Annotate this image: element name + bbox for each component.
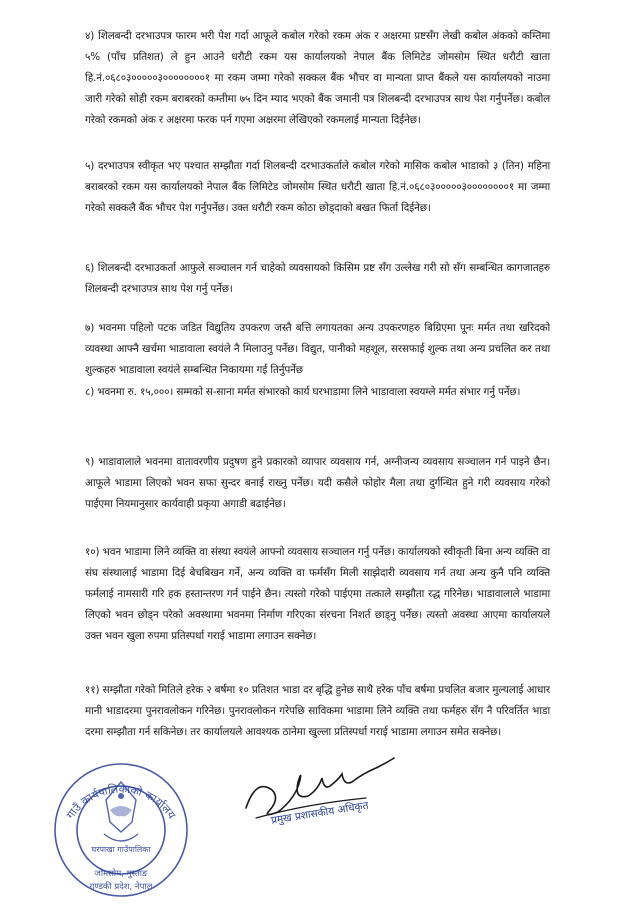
clause-9: ९) भाडावालाले भवनमा वातावरणीय प्रदुषण हुने प्रकारको व्यापार व्यवसाय गर्न, अग्नीजन्य व्यवसाय सञ्चालन गर्न पाइने छैन। आफूले भाडामा लिएको भवन सफा सुन्दर बनाई राख्नु पर्नेछ। यदी कसैले फोहोर मैला तथा दुर्गन्धित हुने गरी व्यवसाय गरेको पाईएमा नियमानुसार कार्यवाही प्रकृया अगाडी बढाईनेछ।	[85, 456, 550, 510]
clause-10: १०) भवन भाडामा लिने व्यक्ति वा संस्था स्वयंले आफ्नो व्यवसाय सञ्चालन गर्नु पर्नेछ। कार्यालयको स्वीकृती बिना अन्य व्यक्ति वा संघ संस्थालाई भाडामा दिई बेचबिखन गर्ने, अन्य व्यक्ति वा फर्मसँग मिली साझेदारी व्यवसाय गर्न तथा अन्य कुनै पनि व्यक्ति फर्मलाई नामसारी गरि हक हस्तान्तरण गर्न पाईने छैन। त्यस्तो गरेको पाईएमा तत्काले सम्झौता रद्ध गरिनेछ। भाडावालाले भाडामा लिएको भवन छोड्न परेको अवस्थामा भवनमा निर्माण गरिएका संरचना निशर्त छाड्नु पर्नेछ। त्यस्तो अवस्था आएमा कार्यालयले उक्त भवन खुला रुपमा प्रतिस्पर्धा गराई भाडामा लगाउन सक्नेछ।	[85, 546, 550, 642]
clause-6: ६) शिलबन्दी दरभाउकर्ता आफुले सञ्चालन गर्न चाहेको व्यवसायको किसिम प्रष्ट सँग उल्लेख गरी सो सँग सम्बन्धित कागजातहरु शिलबन्दी दरभाउपत्र साथ पेश गर्नु पर्नेछ।	[85, 262, 550, 295]
officer-signature	[226, 738, 416, 838]
seal-line-2: गाउँ कार्यपालिकाको कार्यालय	[63, 782, 179, 822]
clause-7: ७) भवनमा पहिलो पटक जडित विद्युतिय उपकरण जस्तै बत्ति लगायतका अन्य उपकरणहरु बिग्रिएमा पूनः मर्मत तथा खरिदको व्यवस्था आफ्नै खर्चमा भाडावाला स्वयंले नै मिलाउनु पर्नेछ। विद्युत, पानीको महशूल, सरसफाई शुल्क तथा अन्य प्रचलित कर तथा शुल्कहरु भाडावाला स्वयंले सम्बन्धित निकायमा गई तिर्नुपर्नेछ	[85, 322, 550, 376]
clause-5: ५) दरभाउपत्र स्वीकृत भए पश्चात सम्झौता गर्दा शिलबन्दी दरभाउकर्ताले कबोल गरेको मासिक कबोल भाडाको ३ (तिन) महिना बराबरको रकम यस कार्यालयको नेपाल बैंक लिमिटेड जोमसोम स्थित धरौटी खाता हि.नं.०६८०३०००००३००००००००१ मा जम्मा गरेको सक्कलै बैंक भौचर पेश गर्नुपर्नेछ। उक्त धरौटी रकम कोठा छोड्दाको बखत फिर्ता दिईनेछ।	[85, 160, 550, 214]
officer-title-stamp: प्रमुख प्रशासकीय अधिकृत	[270, 799, 370, 827]
seal-line-3: जोमसोम, मुस्ताङ	[94, 869, 148, 879]
clause-11: ११) सम्झौता गरेको मितिले हरेक २ बर्षमा १० प्रतिशत भाडा दर बृद्धि हुनेछ साथै हरेक पाँच बर्षमा प्रचलित बजार मुल्यलाई आधार मानी भाडादरमा पुनरावलोकन गरिनेछ। पुनरावलोकन गरेपछि साविकमा भाडामा लिने व्यक्ति तथा फर्महरु सँग नै परिवर्तित भाडा दरमा सम्झौता गर्न सकिनेछ। तर कार्यालयले आवश्यक ठानेमा खुल्ला प्रतिस्पर्धा गराई भाडामा लगाउन समेत सक्नेछ।	[85, 684, 550, 738]
seal-line-4: गण्डकी प्रदेश, नेपाल	[89, 882, 153, 892]
seal-line-1: घरपाखा गाउँपालिका	[91, 845, 151, 854]
clause-8: ८) भवनमा रु. १५,०००। सम्मको स-साना मर्मत संभारको कार्य घरभाडामा लिने भाडावाला स्वयम्ले मर्मत संभार गर्नु पर्नेछ।	[85, 386, 521, 398]
clause-4: ४) शिलबन्दी दरभाउपत्र फारम भरी पेश गर्दा आफूले कबोल गरेको रकम अंक र अक्षरमा प्रष्टसँग लेखी कबोल अंकको कम्तिमा ५% (पाँच प्रतिशत) ले हुन आउने धरौटी रकम यस कार्यालयको नेपाल बैंक लिमिटेड जोमसोम स्थित धरौटी खाता हि.नं.०६८०३०००००३००००००००१ मा रकम जम्मा गरेको सक्कल बैंक भौचर वा मान्यता प्राप्त बैंकले यस कार्यालयको नाउमा जारी गरेको सोही रकम बराबरको कम्तीमा ७५ दिन म्याद भएको बैंक जमानी पत्र शिलबन्दी दरभाउपत्र साथ पेश गर्नुपर्नेछ। कबोल गरेको रकमको अंक र अक्षरमा फरक पर्न गएमा अक्षरमा लेखिएको रकमलाई मान्यता दिईनेछ।	[85, 30, 550, 126]
office-seal	[46, 752, 196, 902]
